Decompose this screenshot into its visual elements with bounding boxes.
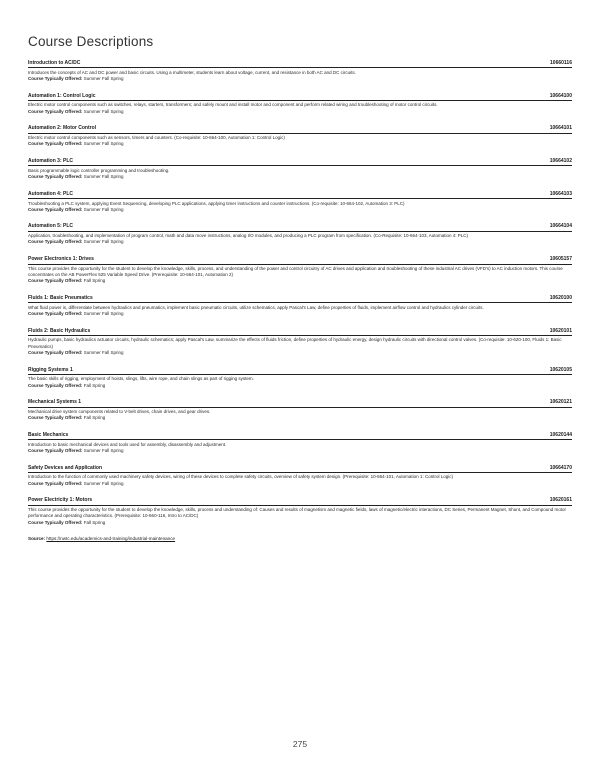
offered-label: Course Typically Offered:: [28, 349, 83, 355]
course-header: [28, 223, 572, 231]
course-name: Automation 3: PLC: [28, 158, 73, 165]
course-code: 10620144: [549, 431, 572, 438]
course-header: [28, 465, 572, 473]
course-offered-line: [28, 207, 572, 213]
offered-label: Course Typically Offered:: [28, 239, 83, 245]
course-offered-line: [28, 481, 572, 487]
course-offered-line: [28, 109, 572, 115]
course-offered-line: [28, 174, 572, 180]
course-description: Electric motor control components such as switches, relays, starters, transformers; and safely mount and install motor and component and perform related wiring and troubleshooting of motor control circuits.: [28, 102, 438, 108]
offered-terms: Fall Spring: [83, 519, 106, 525]
course-offered-line: [28, 383, 572, 389]
course-description: Hydraulic pumps, basic hydraulics actuator circuits, hydraulic schematics; apply Pascal's Law, summarize the effects of fluids friction, define properties of hydraulic energy, design hydraulic circuits with directional control valves. (Co-requisite: 10-620-100, Fluids 1: Basic Pneumatics): [28, 337, 562, 349]
offered-label: Course Typically Offered:: [28, 174, 83, 180]
course-offered-line: [28, 415, 572, 421]
course-entry: [28, 93, 572, 115]
offered-terms: Fall Spring: [83, 415, 106, 421]
course-code: 10664100: [549, 92, 572, 99]
offered-label: Course Typically Offered:: [28, 415, 83, 421]
course-offered-line: [28, 311, 572, 317]
course-entry: [28, 367, 572, 389]
offered-label: Course Typically Offered:: [28, 447, 83, 453]
course-header: [28, 295, 572, 303]
source-line: [28, 536, 572, 541]
offered-label: Course Typically Offered:: [28, 311, 83, 316]
course-entry: [28, 125, 572, 147]
course-entry: [28, 256, 572, 284]
course-entry: [28, 432, 572, 454]
page-number: 275: [292, 739, 308, 749]
course-offered-line: [28, 76, 572, 82]
course-description: Mechanical drive system components related to V-belt drives, chain drives, and gear drives.: [28, 409, 211, 415]
course-entry: [28, 497, 572, 525]
course-header: [28, 328, 572, 336]
source-link[interactable]: https://nwtc.edu/academics-and-training/industrial-maintenance: [46, 536, 176, 542]
offered-terms: Summer Fall Spring: [83, 239, 124, 245]
course-offered-line: [28, 278, 572, 284]
course-name: Automation 4: PLC: [28, 190, 73, 197]
course-name: Automation 2: Motor Control: [28, 125, 97, 132]
offered-label: Course Typically Offered:: [28, 108, 83, 114]
course-entry: [28, 191, 572, 213]
course-description: The basic skills of rigging, employment of hoists, slings, lifts, wire rope, and chain slings as part of rigging system.: [28, 376, 254, 382]
course-entry: [28, 328, 572, 356]
course-entry: [28, 158, 572, 180]
course-header: [28, 367, 572, 375]
course-description: Electric motor control components such as sensors, timers and counters. (Co-requisite: 10-664-100, Automation 1: Control Logic): [28, 135, 285, 141]
offered-terms: Summer Fall Spring: [83, 349, 124, 355]
course-code: 10664103: [549, 190, 572, 197]
offered-label: Course Typically Offered:: [28, 519, 83, 525]
course-code: 10664170: [549, 464, 572, 471]
offered-terms: Fall Spring: [83, 382, 106, 388]
course-entry: [28, 465, 572, 487]
offered-label: Course Typically Offered:: [28, 278, 83, 284]
offered-terms: Summer Fall Spring: [83, 174, 124, 180]
course-name: Rigging Systems 1: [28, 366, 73, 373]
offered-label: Course Typically Offered:: [28, 480, 83, 486]
offered-label: Course Typically Offered:: [28, 75, 83, 81]
course-entry: [28, 223, 572, 245]
course-name: Power Electronics 1: Drives: [28, 256, 94, 263]
course-name: Mechanical Systems 1: [28, 399, 82, 406]
course-description: This course provides the opportunity for the student to develop the knowledge, skills, process, and understanding of the power and control circuitry of AC drives and application and troubleshooting of these industrial AC drives (VFD's) to AC induction motors. This course concentrates on the AB PowerFlex 525 Variable Speed Drive. (Prerequisite: 10-664-101, Automation 2): [28, 265, 563, 278]
course-code: 10664101: [549, 125, 572, 132]
course-code: 10620161: [549, 497, 572, 504]
course-header: [28, 497, 572, 505]
course-entry: [28, 60, 572, 82]
offered-terms: Summer Fall Spring: [83, 108, 124, 114]
offered-terms: Summer Fall Spring: [83, 447, 124, 453]
course-description: Introduction to basic mechanical devices and tools used for assembly, disassembly and adjustment.: [28, 441, 227, 447]
course-name: Introduction to AC/DC: [28, 60, 81, 66]
course-code: 10620121: [549, 399, 572, 406]
course-name: Safety Devices and Application: [28, 464, 103, 471]
course-header: [28, 432, 572, 440]
course-offered-line: [28, 141, 572, 147]
course-code: 10664102: [549, 158, 572, 165]
course-description: Application, troubleshooting, and implementation of program control, math and data move instructions, analog I/O modules, and producing a PLC program from specification. (Co-Requisite: 10-664-103, Automation 4: PLC): [28, 233, 468, 239]
course-name: Power Electricity 1: Motors: [28, 497, 93, 504]
course-entry: [28, 295, 572, 317]
course-list: [28, 60, 572, 526]
course-name: Fluids 1: Basic Pneumatics: [28, 295, 93, 302]
course-description: Troubleshooting a PLC system, applying Event Sequencing, developing PLC applications, applying timer instructions and counter instructions. (Co-requisite: 10-664-102, Automation 3: PLC): [28, 200, 405, 206]
course-header: [28, 93, 572, 101]
course-description: Introduction to the function of commonly used machinery safety devices, wiring of these devices to complete safety circuits, overview of safety system design. (Prerequisite: 10-664-101, Automation 1: Control Logic): [28, 474, 453, 480]
course-name: Basic Mechanics: [28, 431, 69, 438]
offered-label: Course Typically Offered:: [28, 141, 83, 147]
offered-terms: Summer Fall Spring: [83, 141, 124, 147]
course-code: 10660116: [550, 60, 572, 66]
source-label: Source:: [28, 536, 46, 542]
course-header: [28, 60, 572, 68]
course-descriptions-page: [28, 34, 572, 541]
course-description: This course provides the opportunity for the student to develop the knowledge, skills, process and understanding of: Causes and results of magnetism and magnetic fields, laws of magnetic/electric interactions, DC Series, Permanent Magnet, Shunt, and Compound motor performance and operating characteristics. (Prerequisite: 10-660-116, Intro to AC/DC): [28, 507, 567, 519]
course-code: 10605157: [549, 256, 572, 263]
course-code: 10620101: [549, 327, 572, 334]
offered-terms: Summer Fall Spring: [83, 480, 124, 486]
course-description: Basic programmable logic controller programming and troubleshooting.: [28, 167, 170, 173]
course-offered-line: [28, 239, 572, 245]
course-code: 10620105: [549, 366, 572, 373]
course-header: [28, 125, 572, 133]
course-entry: [28, 399, 572, 421]
course-name: Fluids 2: Basic Hydraulics: [28, 327, 91, 334]
course-code: 10620100: [549, 295, 572, 302]
course-code: 10664104: [549, 223, 572, 230]
page-title: Course Descriptions: [28, 34, 154, 49]
course-header: [28, 256, 572, 264]
offered-terms: Summer Fall Spring: [83, 206, 124, 212]
course-name: Automation 1: Control Logic: [28, 92, 96, 99]
course-description: What fluid power is, differentiate between hydraulics and pneumatics, implement basic pneumatic circuits, utilize schematics, apply Pascal's Law, define properties of fluids, implement airflow control and hydraulics cylinder circuits.: [28, 304, 484, 310]
course-header: [28, 191, 572, 199]
course-header: [28, 158, 572, 166]
offered-label: Course Typically Offered:: [28, 382, 83, 388]
course-offered-line: [28, 350, 572, 356]
course-offered-line: [28, 448, 572, 454]
course-description: Introduces the concepts of AC and DC power and basic circuits. Using a multimeter, students learn about voltage, current, and resistance in both AC and DC circuits.: [28, 69, 356, 75]
offered-label: Course Typically Offered:: [28, 206, 83, 212]
offered-terms: Summer Fall Spring: [83, 311, 124, 316]
course-header: [28, 399, 572, 407]
offered-terms: Fall Spring: [83, 278, 106, 284]
course-offered-line: [28, 520, 572, 526]
course-name: Automation 5: PLC: [28, 223, 73, 230]
offered-terms: Summer Fall Spring: [83, 75, 124, 81]
